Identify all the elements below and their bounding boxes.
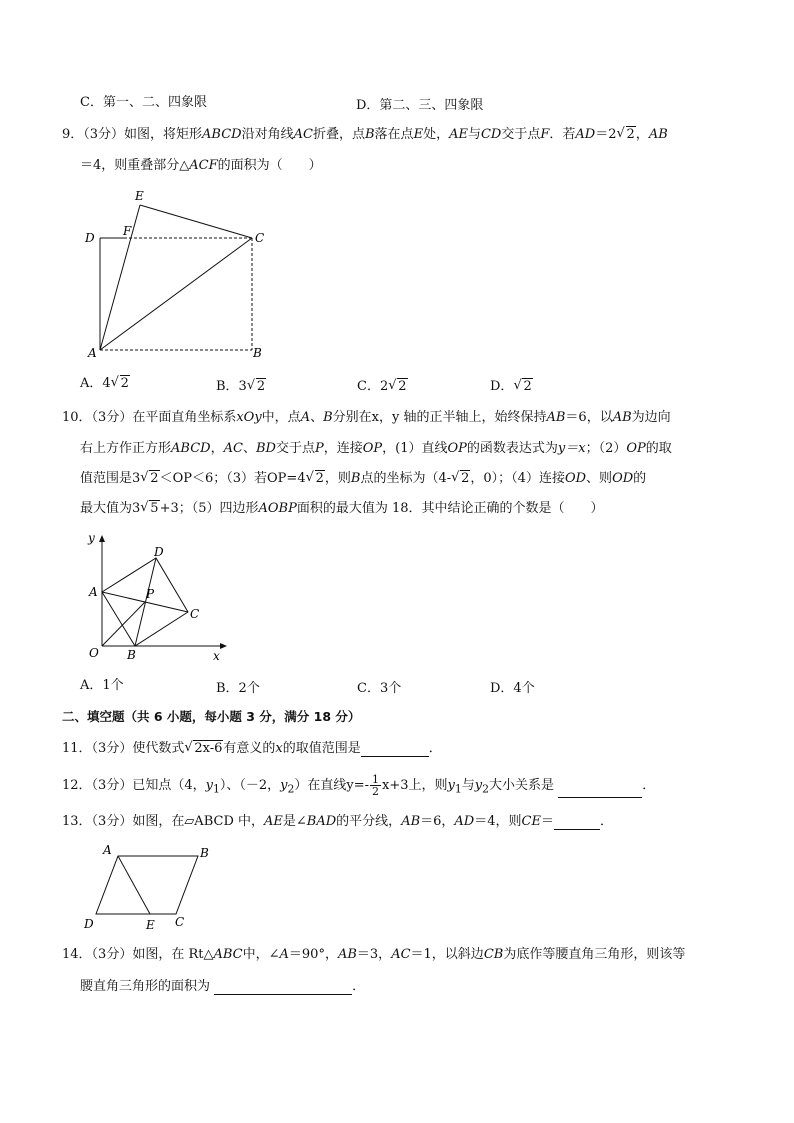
label-O: O <box>89 646 99 660</box>
label-E: E <box>135 189 144 203</box>
segment-AC <box>100 238 252 350</box>
q14-stem-line2: 腰直角三角形的面积为 ． <box>80 979 366 994</box>
label-D: D <box>85 231 95 245</box>
q10-option-a: A．1个 <box>80 678 124 693</box>
q9-rectangle-fold-figure <box>80 185 280 360</box>
label-B: B <box>200 846 209 860</box>
q9-stem-line2: ＝4，则重叠部分△ACF的面积为（ ） <box>80 158 322 173</box>
parallelogram-ABCD <box>96 856 198 914</box>
q10-stem-line1: 10．（3分）在平面直角坐标系xOy中，点A、B分别在x，y 轴的正半轴上，始终保持AB＝6，以AB为边向 <box>62 410 671 425</box>
segment-AE <box>100 205 140 350</box>
answer-blank[interactable] <box>558 785 642 798</box>
segment-AE <box>118 856 150 914</box>
segment-OP <box>102 602 145 646</box>
answer-blank[interactable] <box>554 817 600 830</box>
q10-stem-line4: 最大值为3√ 5+3；（5）四边形AOBP面积的最大值为 18．其中结论正确的个数是（ ） <box>80 500 604 517</box>
q9-option-d: D．√ 2 <box>490 375 533 394</box>
q10-coordinate-square-figure <box>80 528 235 663</box>
label-y: y <box>88 531 95 545</box>
q8-option-c: C．第一、二、四象限 <box>80 95 207 110</box>
label-C: C <box>175 915 185 929</box>
label-B: B <box>127 648 136 662</box>
q9-option-a: A．4√ 2 <box>80 375 130 392</box>
q10-option-d: D．4个 <box>490 681 535 696</box>
q10-option-c: C．3个 <box>357 681 402 696</box>
q9-option-b: B．3√ 2 <box>216 375 266 394</box>
q14-stem-line1: 14．（3分）如图，在 Rt△ABC中，∠A＝90°，AB＝3，AC＝1，以斜边CB为底作等腰直角三角形，则该等 <box>62 947 686 962</box>
q10-option-b: B．2个 <box>216 681 260 696</box>
fraction-one-half: $\frac{1}{2}$ <box>372 773 380 798</box>
section-fill-in-title: 二、填空题（共 6 小题，每小题 3 分，满分 18 分） <box>62 709 361 724</box>
q10-stem-line2: 右上方作正方形ABCD，AC、BD交于点P，连接OP，(1）直线OP的函数表达式为y＝x；（2）OP的取 <box>80 441 672 456</box>
label-E: E <box>146 918 155 932</box>
label-F: F <box>123 224 132 238</box>
label-D: D <box>84 917 94 931</box>
diagonal-BD <box>135 558 156 646</box>
q13-stem: 13．（3分）如图，在▱ABCD 中，AE是∠BAD的平分线，AB＝6，AD＝4，则CE＝ ． <box>62 814 613 829</box>
answer-blank[interactable] <box>214 982 352 995</box>
label-x: x <box>213 649 220 663</box>
label-A: A <box>88 346 97 360</box>
q8-option-d: D．第二、三、四象限 <box>356 98 484 113</box>
label-C: C <box>255 231 265 245</box>
label-B: B <box>253 346 262 360</box>
label-C: C <box>190 607 200 621</box>
label-A: A <box>89 585 98 599</box>
label-D: D <box>154 545 164 559</box>
answer-blank[interactable] <box>361 744 429 757</box>
q11-stem: 11．（3分）使代数式√ 2x-6有意义的x的取值范围是 ． <box>62 740 442 757</box>
label-P: P <box>146 587 155 601</box>
q9-stem-line1: 9．（3分）如图，将矩形ABCD沿对角线AC折叠，点B落在点E处，AE与CD交于点F．若AD＝2√ 2，AB <box>62 126 668 143</box>
label-A: A <box>103 843 112 857</box>
q10-stem-line3: 值范围是3√ 2＜OP＜6；（3）若OP=4√ 2，则B点的坐标为（4-√ 2，0）；（4）连接OD、则OD的 <box>80 470 646 487</box>
sqrt-radical: √ 2 <box>617 126 636 143</box>
q13-parallelogram-figure <box>80 840 220 935</box>
q9-option-c: C．2√ 2 <box>357 375 408 394</box>
q12-stem: 12．（3分）已知点（4，$y_1$）、（－2，$y_2$）在直线y=- $\frac{1}{2}$ x+3上，则$y_1$与$y_2$大小关系是 ． <box>62 773 656 798</box>
segment-EC <box>140 205 252 238</box>
